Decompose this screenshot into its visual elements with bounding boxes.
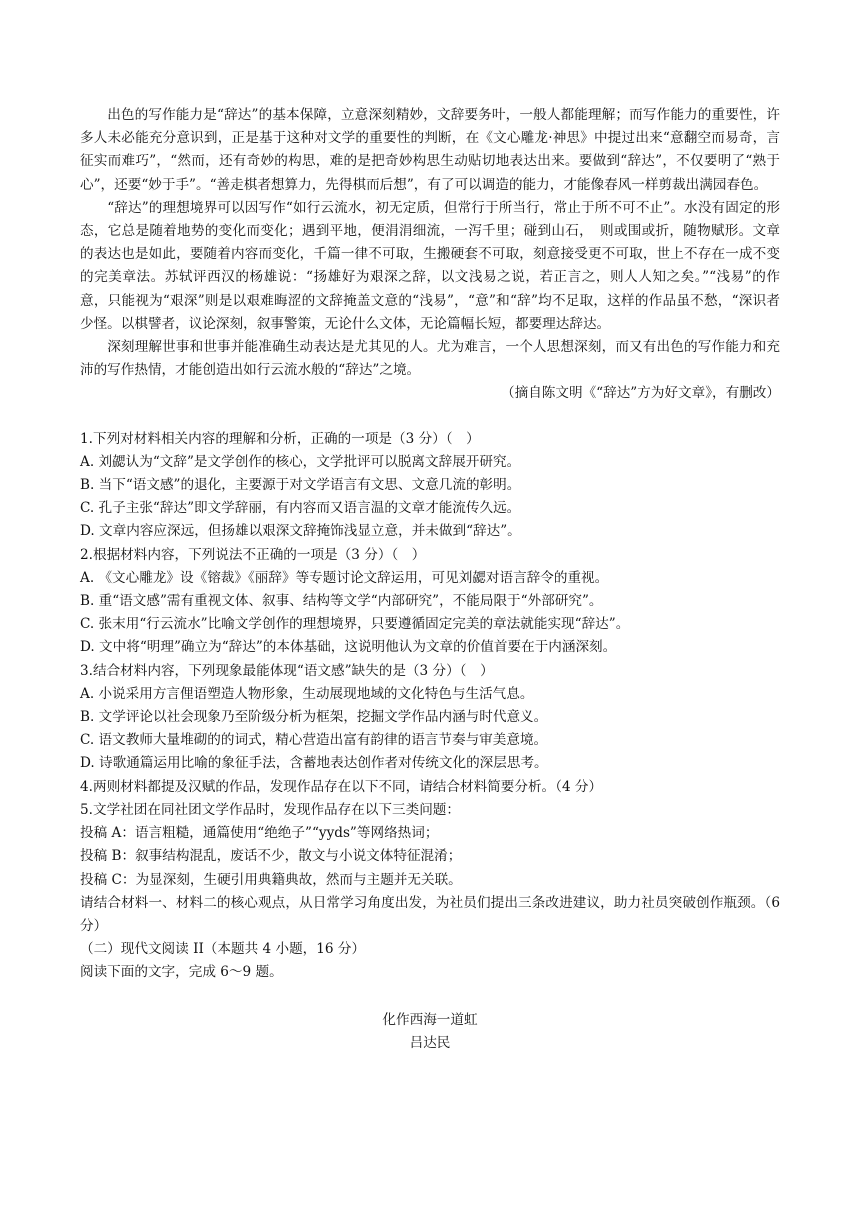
question-4-stem: 4.两则材料都提及汉赋的作品，发现作品存在以下不同，请结合材料简要分析。（4 分） (80, 778, 603, 795)
question-2-option-d: D. 文中将“明理”确立为“辞达”的本体基础，这说明他认为文章的价值首要在于内涵深刻。 (80, 639, 617, 656)
spacer (80, 406, 780, 428)
question-3-option-d: D. 诗歌通篇运用比喻的象征手法，含蓄地表达创作者对传统文化的深层思考。 (80, 755, 548, 772)
question-3-option-a: A. 小说采用方言俚语塑造人物形象，生动展现地域的文化特色与生活气息。 (80, 685, 534, 702)
question-2-option-c: C. 张末用“行云流水”比喻文学创作的理想境界，只要遵循固定完美的章法就能实现“辞达”。 (80, 616, 630, 633)
question-5-item-b: 投稿 B：叙事结构混乱，废话不少，散文与小说文体特征混淆； (80, 848, 462, 865)
question-5-item-a: 投稿 A：语言粗糙，通篇使用“绝绝子”“yyds”等网络热词； (80, 825, 439, 842)
question-1-option-c: C. 孔子主张“辞达”即文学辞丽，有内容而又语言温的文章才能流传久远。 (80, 500, 521, 517)
passage-paragraph-2: “辞达”的理想境界可以因写作“如行云流水，初无定质，但常行于所当行，常止于所不可不止”。水没有固定的形态，它总是随着地势的变化而变化；遇到平地，便涓涓细流，一泻千里；碰到山石， 则或围或折，随物赋形。文章的表达也是如此，要随着内容而变化，千篇一律不可取，生搬硬套不可取，刻意接受更不可取，世上不存在一成不变的完美章法。苏轼评西汉的杨雄说：“扬雄好为艰深之辞，以文浅易之说，若正言之，则人人知之矣。”“浅易”的作意，只能视为“艰深”则是以艰难晦涩的文辞掩盖文意的“浅易”，“意”和“辞”均不足取，这样的作品虽不愁，“深识者少怪。以棋譬者，议论深刻，叙事警策，无论什么文体，无论篇幅长短，都要理达辞达。 (80, 199, 780, 332)
passage-paragraph-1: 出色的写作能力是“辞达”的基本保障，立意深刻精妙，文辞要务叶，一般人都能理解；而写作能力的重要性，许多人未必能充分意识到，正是基于这种对文学的重要性的判断，在《文心雕龙·神思》中提过出来“意翻空而易奇，言征实而难巧”，“然而，还有奇妙的构思，难的是把奇妙构思生动贴切地表达出来。要做到“辞达”，不仅要明了“熟于心”，还要“妙于手”。“善走棋者想算力，先得棋而后想”，有了可以调造的能力，才能像春风一样剪裁出满园春色。 (80, 107, 780, 193)
article-title: 化作西海一道虹 (382, 1011, 478, 1028)
question-1-option-b: B. 当下“语文感”的退化，主要源于对文学语言有文思、文意几流的彰明。 (80, 477, 521, 494)
question-3-option-b: B. 文学评论以社会现象乃至阶级分析为框架，挖掘文学作品内涵与时代意义。 (80, 709, 548, 726)
question-1-stem: 1.下列对材料相关内容的理解和分析，正确的一项是（3 分）（ ） (80, 430, 480, 447)
passage-source: （摘自陈文明《“辞达”方为好文章》，有删改） (501, 385, 780, 402)
section-heading: （二）现代文阅读 II（本题共 4 小题，16 分） (80, 941, 366, 958)
question-1-option-d: D. 文章内容应深远，但扬雄以艰深文辞掩饰浅显立意，并未做到“辞达”。 (80, 523, 521, 540)
article-title-block (80, 1009, 780, 1055)
question-3-option-c: C. 语文教师大量堆砌的的词式，精心营造出富有韵律的语言节奏与审美意境。 (80, 732, 548, 749)
question-1-option-a: A. 刘勰认为“文辞”是文学创作的核心，文学批评可以脱离文辞展开研究。 (80, 453, 521, 470)
passage-paragraph-3: 深刻理解世事和世事并能准确生动表达是尤其见的人。尤为难言，一个人思想深刻，而又有出色的写作能力和充沛的写作热情，才能创造出如行云流水般的“辞达”之境。 (80, 339, 780, 379)
question-2-stem: 2.根据材料内容，下列说法不正确的一项是（3 分）（ ） (80, 546, 426, 563)
article-author: 吕达民 (409, 1034, 451, 1051)
question-5-task: 请结合材料一、材料二的核心观点，从日常学习角度出发，为社员们提出三条改进建议，助力社员突破创作瓶颈。（6 分） (80, 894, 780, 934)
question-5-item-c: 投稿 C：为显深刻，生硬引用典籍典故，然而与主题并无关联。 (80, 871, 462, 888)
section-instruction: 阅读下面的文字，完成 6～9 题。 (80, 964, 283, 981)
question-5-stem: 5.文学社团在同社团文学作品时，发现作品存在以下三类问题： (80, 801, 460, 818)
question-2-option-a: A. 《文心雕龙》设《镕裁》《丽辞》等专题讨论文辞运用，可见刘勰对语言辞令的重视。 (80, 569, 609, 586)
question-3-stem: 3.结合材料内容，下列现象最能体现“语文感”缺失的是（3 分）（ ） (80, 662, 494, 679)
page-content (80, 104, 780, 1055)
question-2-option-b: B. 重“语文感”需有重视文体、叙事、结构等文学“内部研究”，不能局限于“外部研究”。 (80, 593, 603, 610)
